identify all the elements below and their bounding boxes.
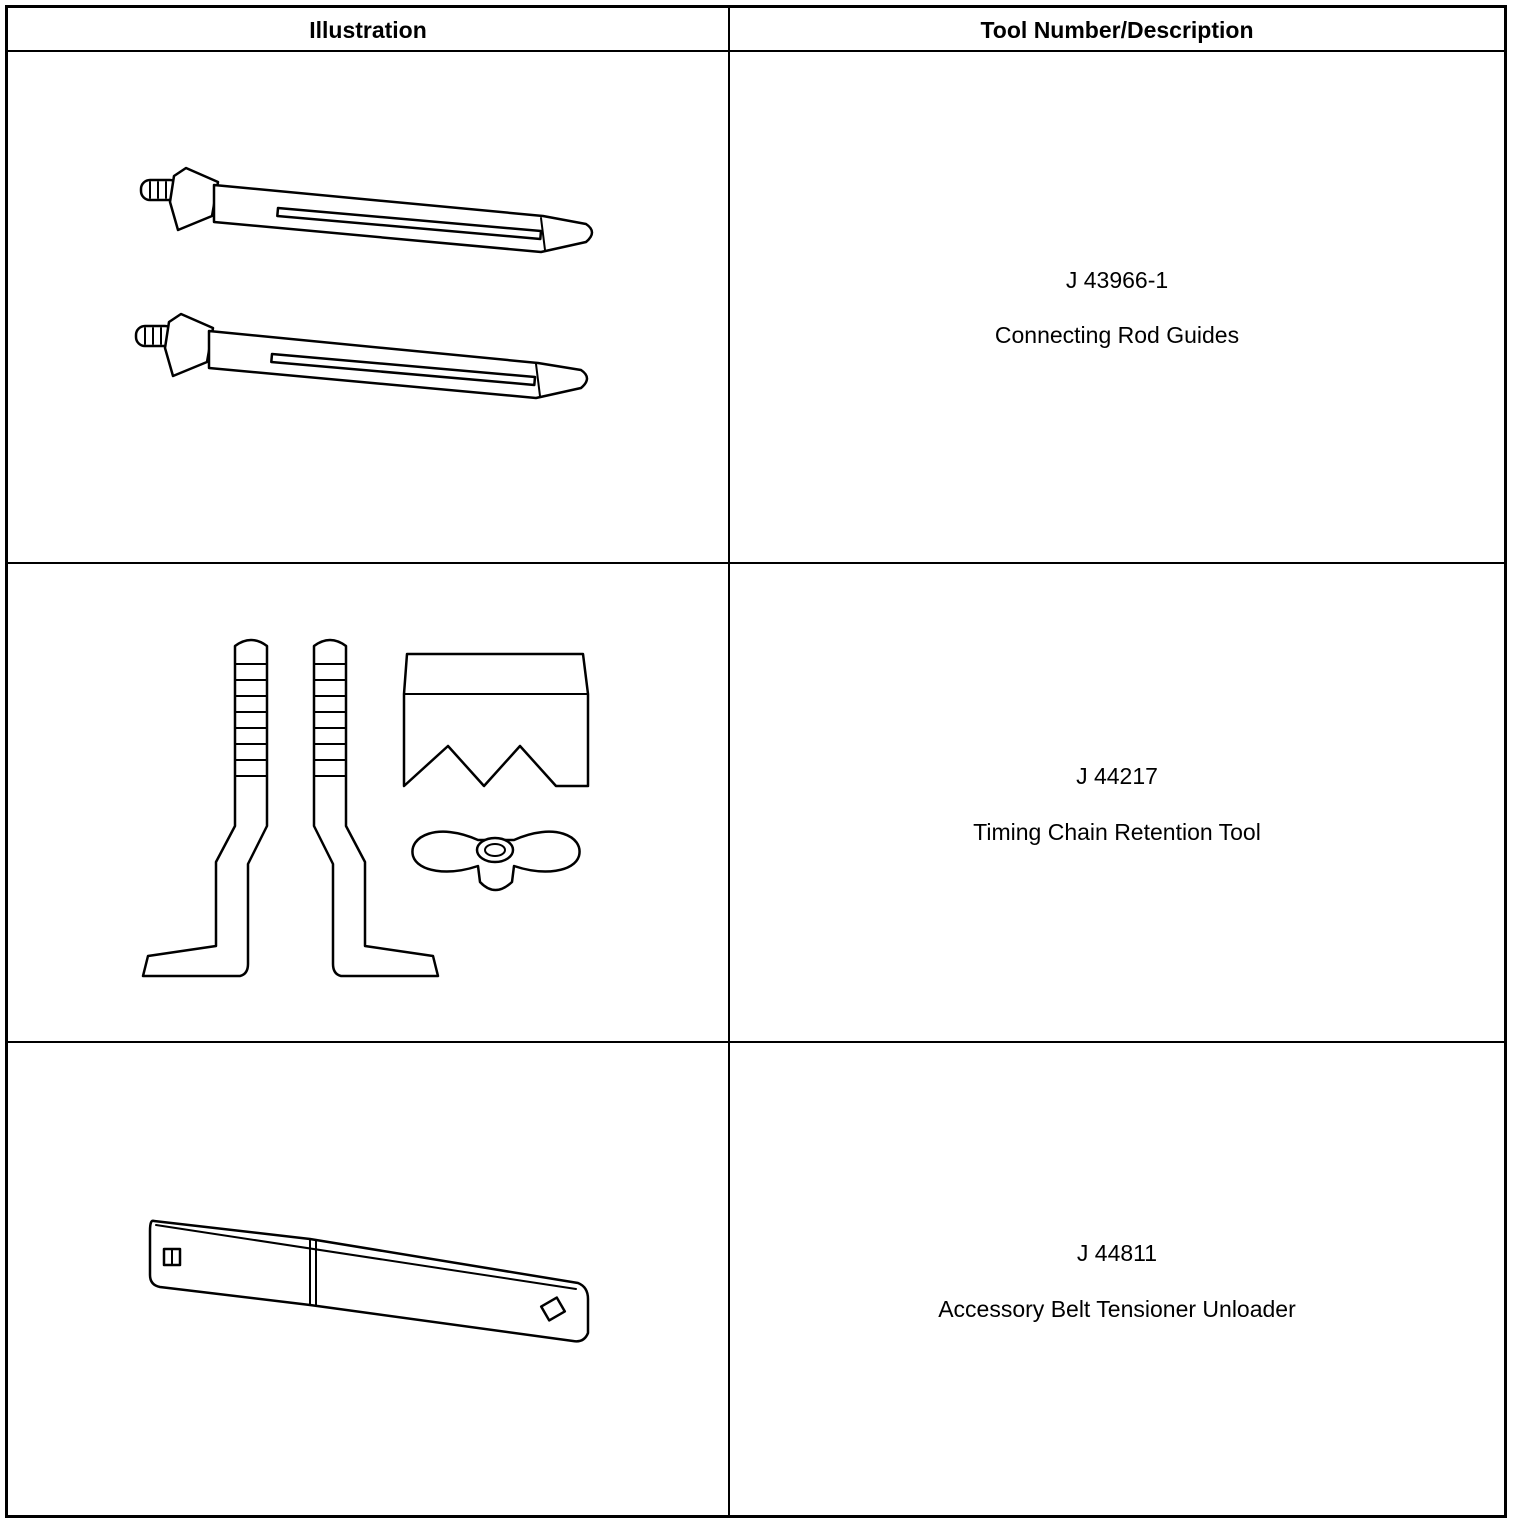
header-illustration: Illustration [309,17,427,43]
tool-cell-j43966 [730,266,1504,349]
tool-table [5,5,1507,1518]
tool-description: Connecting Rod Guides [994,322,1240,348]
tool-number: J 44811 [1076,1240,1158,1266]
timing-chain-retention-tool-illustration [8,564,728,1041]
tool-description: Accessory Belt Tensioner Unloader [938,1296,1296,1322]
tool-number: J 44217 [1076,763,1158,789]
tool-cell-j44217 [730,762,1504,846]
tool-number: J 43966-1 [1065,267,1169,293]
rod-guide-icon [141,168,592,252]
retention-block-icon [404,654,588,786]
threaded-bolt-icon [143,640,267,976]
header-tool-number-description: Tool Number/Description [980,17,1254,43]
rod-guide-icon [136,314,587,398]
wing-nut-icon [412,832,579,890]
connecting-rod-guides-illustration [8,52,728,562]
tool-description: Timing Chain Retention Tool [973,819,1261,845]
belt-tensioner-unloader-illustration [8,1043,728,1518]
tool-cell-j44811 [730,1239,1504,1323]
tensioner-bar-icon [150,1221,588,1342]
